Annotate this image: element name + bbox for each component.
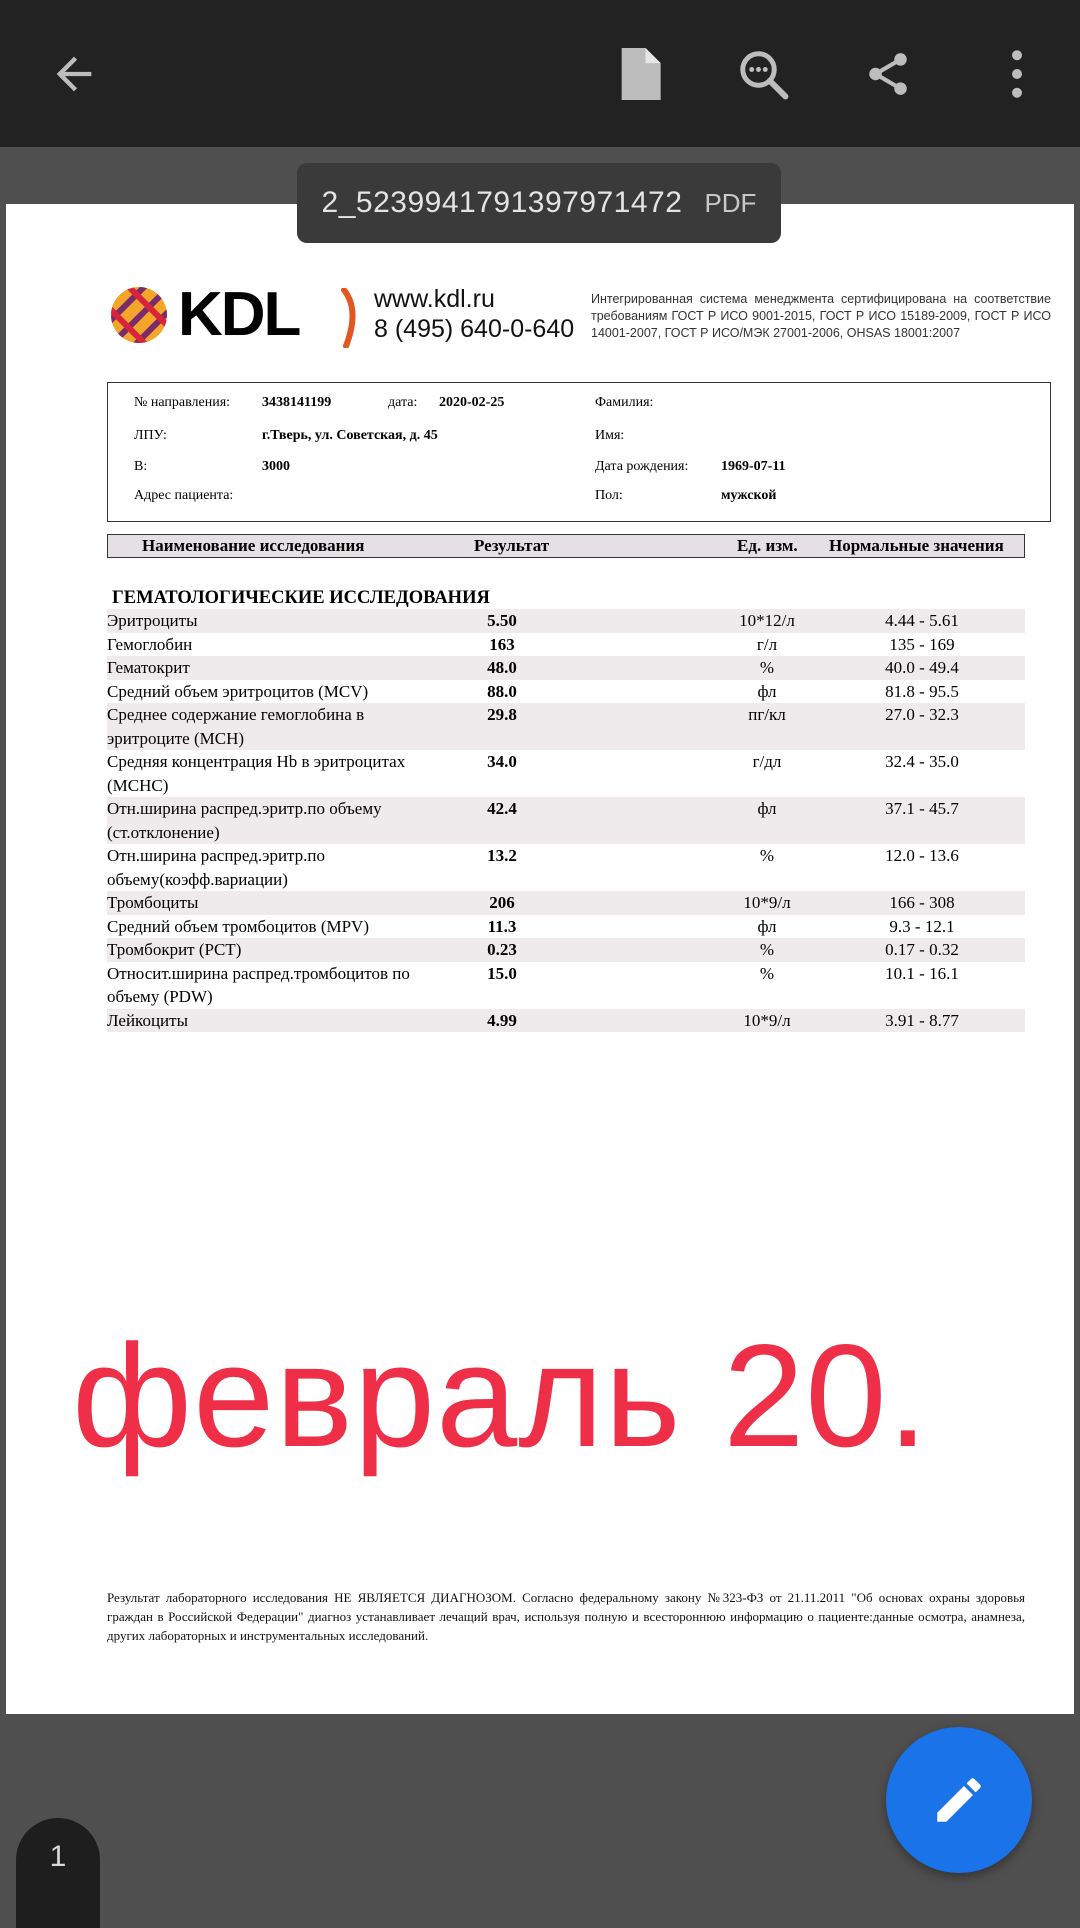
table-row [107,750,1025,797]
test-unit: 10*9/л [743,893,791,912]
more-options-button[interactable] [977,34,1057,114]
test-normal-range: 166 - 308 [889,893,955,912]
website-link[interactable]: www.kdl.ru [374,285,495,313]
test-normal-range: 81.8 - 95.5 [885,681,959,701]
test-name: Тромбоциты [107,893,199,912]
test-name: Отн.ширина распред.эритр.по объему (ст.отклонение) [107,799,382,842]
search-icon [736,47,790,101]
test-result: 15.0 [487,963,517,983]
page-indicator[interactable] [16,1818,100,1928]
chevron-right-icon [340,288,366,348]
table-row [107,915,1025,939]
sex-label: Пол: [595,488,623,503]
date-value: 2020-02-25 [439,395,505,410]
test-normal-range: 0.17 - 0.32 [885,940,959,959]
lastname-label: Фамилия: [595,395,654,410]
kdl-logo [110,280,300,349]
kdl-logo-mark-icon [110,286,168,344]
test-result: 88.0 [487,681,517,701]
test-result: 5.50 [487,611,517,630]
referral-label: № направления: [134,395,231,410]
test-normal-range: 37.1 - 45.7 [885,799,959,818]
file-type: PDF [704,187,757,218]
test-unit: % [759,940,775,959]
dob-label: Дата рождения: [595,459,689,474]
table-row [107,1009,1025,1033]
test-name: Средний объем тромбоцитов (MPV) [107,916,369,936]
test-result: 206 [489,893,515,912]
test-unit: % [759,963,775,983]
share-button[interactable] [848,34,928,114]
lpu-value: г.Тверь, ул. Советская, д. 45 [262,428,438,443]
results-table-header [107,534,1025,558]
header-name: Наименование исследования [142,536,365,555]
table-row [107,680,1025,704]
test-name: Среднее содержание гемоглобина в эритроците (MCH) [107,705,365,748]
sex-value: мужской [721,488,777,503]
lpu-label: ЛПУ: [134,428,167,443]
table-row [107,962,1025,1009]
contact-block [374,284,574,344]
test-unit: г/дл [752,752,782,771]
table-row [107,633,1025,657]
test-name: Лейкоциты [107,1010,188,1030]
more-vert-icon [1010,49,1024,99]
pdf-viewer[interactable] [0,147,1080,1920]
edit-pencil-icon [930,1771,988,1829]
v-label: В: [134,459,148,474]
test-unit: фл [757,681,777,701]
handwritten-date-note: февраль 20. [72,1314,930,1477]
address-label: Адрес пациента: [134,488,234,503]
test-name: Отн.ширина распред.эритр.по объему(коэфф.вариации) [107,846,326,889]
test-result: 13.2 [487,846,517,865]
test-name: Тромбокрит (PCT) [107,940,242,959]
test-unit: пг/кл [748,705,786,724]
lab-report [6,204,1074,1714]
test-unit: 10*12/л [739,611,795,630]
header-norm: Нормальные значения [829,536,1004,555]
test-result: 29.8 [487,705,517,724]
test-normal-range: 4.44 - 5.61 [885,611,959,630]
test-normal-range: 9.3 - 12.1 [889,916,955,936]
test-result: 34.0 [487,752,517,771]
test-name: Гематокрит [107,658,190,677]
share-icon [863,49,913,99]
v-value: 3000 [262,459,290,474]
test-unit: 10*9/л [743,1010,791,1030]
table-row [107,891,1025,915]
top-toolbar [0,0,1080,147]
section-title: ГЕМАТОЛОГИЧЕСКИЕ ИССЛЕДОВАНИЯ [112,588,490,608]
test-unit: фл [757,799,777,818]
test-name: Эритроциты [107,611,198,630]
test-normal-range: 135 - 169 [889,634,955,654]
test-normal-range: 27.0 - 32.3 [885,705,959,724]
table-row [107,844,1025,891]
test-result: 163 [489,634,515,654]
table-row [107,797,1025,844]
phone-number: 8 (495) 640-0-640 [374,315,575,343]
test-result: 48.0 [487,658,517,677]
file-icon [616,48,662,100]
table-row [107,703,1025,750]
test-normal-range: 3.91 - 8.77 [885,1010,959,1030]
test-unit: г/л [756,634,778,654]
test-unit: % [759,658,775,677]
file-name: 2_5239941791397971472 [321,186,683,219]
file-info-button[interactable] [599,34,679,114]
table-row [107,938,1025,962]
test-unit: % [759,846,775,865]
test-normal-range: 40.0 - 49.4 [885,658,959,677]
test-normal-range: 12.0 - 13.6 [885,846,959,865]
dob-value: 1969-07-11 [721,459,786,474]
test-result: 4.99 [487,1010,517,1030]
table-row [107,609,1025,633]
date-label: дата: [388,395,418,410]
logo-text: KDL [178,280,300,349]
disclaimer-text: Результат лабораторного исследования НЕ ЯВЛЯЕТСЯ ДИАГНОЗОМ. Согласно федеральному закону №323-ФЗ от 21.11.2011 "Об основах охраны здоровья граждан в Российской Федерации" диагноз устанавливает лечащий врач, используя полную и всестороннюю информацию о пациенте:данные осмотра, анамнеза, других лабораторных и инструментальных исследований. [107,1590,1025,1643]
test-unit: фл [757,916,777,936]
patient-info-box [107,382,1051,522]
test-result: 42.4 [487,799,517,818]
referral-value: 3438141199 [262,395,332,410]
test-normal-range: 32.4 - 35.0 [885,752,959,771]
table-row [107,656,1025,680]
test-name: Средняя концентрация Hb в эритроцитах (MCHC) [107,752,406,795]
test-result: 0.23 [487,940,517,959]
results-table [107,609,1025,1032]
test-name: Относит.ширина распред.тромбоцитов по объему (PDW) [107,963,410,1006]
firstname-label: Имя: [595,428,625,443]
certification-note: Интегрированная система менеджмента сертифицирована на соответствие требованиям ГОСТ Р ИСО 9001-2015, ГОСТ Р ИСО 15189-2009, ГОСТ Р ИСО 14001-2007, ГОСТ Р ИСО/МЭК 27001-2006, OHSAS 18001:2007 [591,292,1051,340]
test-normal-range: 10.1 - 16.1 [885,963,959,983]
search-button[interactable] [723,34,803,114]
header-unit: Ед. изм. [737,536,798,555]
file-name-chip [297,163,781,243]
test-name: Средний объем эритроцитов (MCV) [107,681,369,701]
header-result: Результат [474,536,550,555]
edit-button[interactable] [886,1727,1032,1873]
test-result: 11.3 [487,916,517,936]
back-button[interactable] [34,34,114,114]
arrow-left-icon [48,48,100,100]
pdf-page[interactable] [6,204,1074,1714]
test-name: Гемоглобин [107,634,193,654]
page-number: 1 [49,1840,67,1873]
